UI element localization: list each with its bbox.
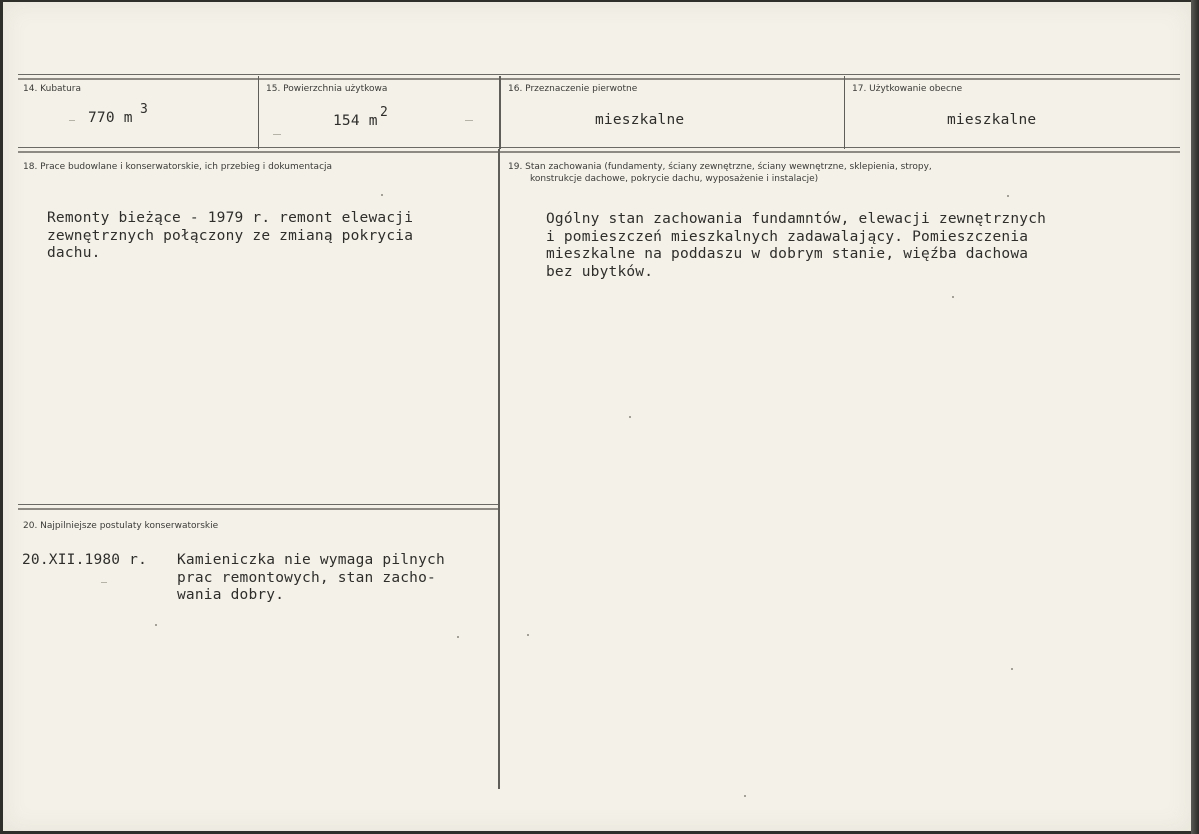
field-20-line-3: wania dobry.: [177, 587, 285, 603]
field-19-line-3: mieszkalne na poddaszu w dobrym stanie, więźba dachowa: [546, 246, 1029, 262]
paper-speck: [381, 194, 383, 196]
paper-speck: [527, 634, 529, 636]
field-18-line-2: zewnętrznych połączony ze zmianą pokrycia: [47, 227, 414, 244]
faint-mark: [273, 134, 281, 135]
divider-14-15: [258, 76, 259, 149]
faint-mark: [69, 120, 75, 121]
section18-bottom-rule: [18, 504, 499, 510]
field-17-value: mieszkalne: [947, 112, 1037, 128]
field-17-label: 17. Użytkowanie obecne: [852, 84, 963, 94]
field-16-value: mieszkalne: [595, 112, 685, 128]
divider-15-16: [499, 76, 501, 149]
field-20-line-2: prac remontowych, stan zacho-: [177, 569, 436, 586]
faint-mark: [101, 582, 107, 583]
field-14-label: 14. Kubatura: [23, 84, 82, 94]
field-15-value: 154 m: [333, 113, 378, 129]
field-15-label: 15. Powierzchnia użytkowa: [266, 84, 388, 94]
field-14-value: 770 m: [88, 110, 133, 126]
field-19-label-line-2: konstrukcje dachowe, pokrycie dachu, wyposażenie i instalacje): [530, 174, 819, 184]
divider-16-17: [844, 76, 845, 149]
paper-speck: [457, 636, 459, 638]
field-15-superscript: 2: [380, 105, 388, 120]
field-20-line-1: Kamieniczka nie wymaga pilnych: [177, 552, 445, 568]
paper-speck: [629, 416, 631, 418]
field-19-line-2: i pomieszczeń mieszkalnych zadawalający. Pomieszczenia: [546, 228, 1029, 245]
field-14-superscript: 3: [140, 102, 148, 117]
row1-bottom-rule: [18, 147, 1180, 153]
field-19-line-1: Ogólny stan zachowania fundamntów, elewacji zewnętrznych: [546, 211, 1047, 227]
field-18-line-1: Remonty bieżące - 1979 r. remont elewacji: [47, 210, 414, 226]
faint-mark: [465, 120, 473, 121]
main-divider: [498, 149, 500, 789]
scan-edge: [1191, 0, 1199, 834]
field-20-date: 20.XII.1980 r.: [22, 552, 148, 568]
paper-speck: [155, 624, 157, 626]
field-19-line-4: bez ubytków.: [546, 263, 654, 280]
paper-speck: [1011, 668, 1013, 670]
paper-speck: [1007, 195, 1009, 197]
field-16-label: 16. Przeznaczenie pierwotne: [508, 84, 638, 94]
paper-speck: [952, 296, 954, 298]
paper-speck: [744, 795, 746, 797]
field-20-label: 20. Najpilniejsze postulaty konserwatorskie: [23, 521, 219, 531]
top-rule: [18, 74, 1180, 80]
field-18-label: 18. Prace budowlane i konserwatorskie, ich przebieg i dokumentacja: [23, 162, 333, 172]
record-card: [3, 2, 1191, 831]
field-19-label-line-1: 19. Stan zachowania (fundamenty, ściany zewnętrzne, ściany wewnętrzne, sklepienia, stropy,: [508, 162, 932, 172]
field-18-line-3: dachu.: [47, 245, 101, 261]
